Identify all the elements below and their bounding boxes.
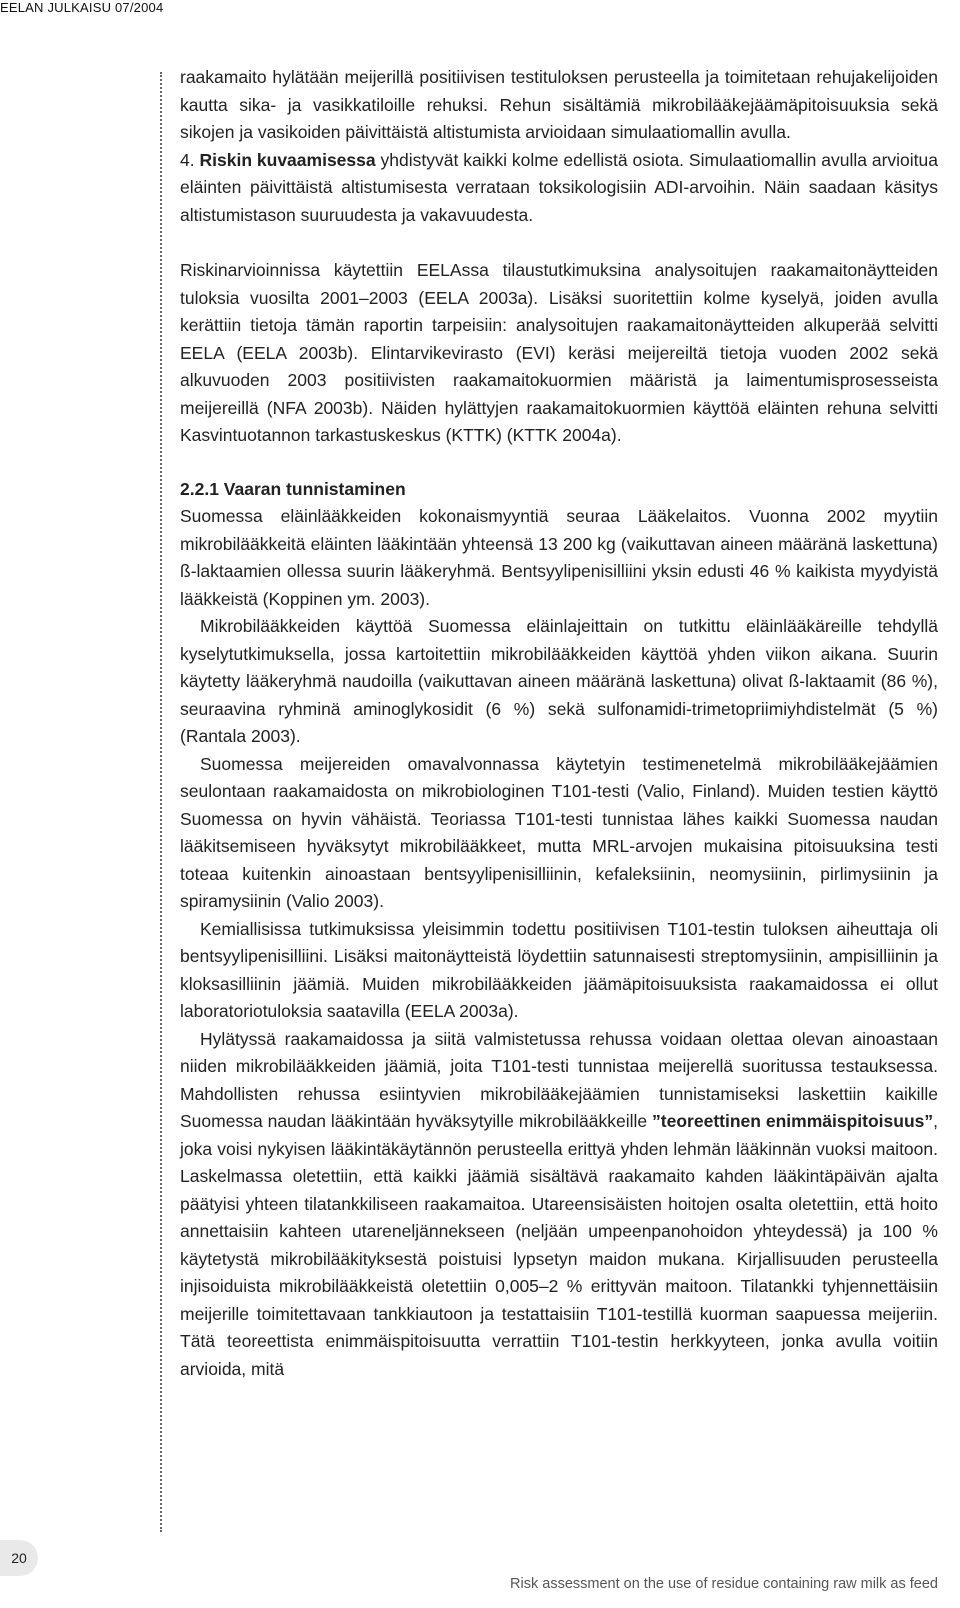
list-item-bold-term: Riskin kuvaamisessa bbox=[199, 149, 376, 170]
paragraph-methods: Riskinarvioinnissa käytettiin EELAssa tilaustutkimuksina analysoitujen raakamaitonäytteiden tuloksia vuosilta 2001–2003 (EELA 2003a). Lisäksi suoritettiin kolme kyselyä, joiden avulla kerättiin tietoja tämän raportin tarpeisiin: analysoitujen raakamaitonäytteiden alkuperää selvitti EELA (EELA 2003b). Elintarvikevirasto (EVI) keräsi meijereiltä tietoja vuoden 2002 sekä alkuvuoden 2003 positiivisten raakamaitokuormien määristä ja laimentumisprosesseista meijereillä (NFA 2003b). Näiden hylättyjen raakamaitokuormien käyttöä eläinten rehuna selvitti Kasvintuotannon tarkastuskeskus (KTTK) (KTTK 2004a). bbox=[180, 260, 938, 445]
list-item-text: yhdistyvät kaikki kolme edellistä osiota. Simulaatiomallin avulla arvioitua eläinten päivittäistä altistumisesta verrataan toksikologisiin ADI-arvoihin. Näin saadaan käsitys altistumistason suuruudesta ja vakavuudesta. bbox=[180, 149, 938, 225]
body-text bbox=[180, 64, 938, 1383]
list-number: 4. bbox=[180, 149, 195, 170]
page-number: 20 bbox=[0, 1540, 38, 1576]
margin-dotted-line bbox=[160, 72, 162, 1532]
paragraph-sales: Suomessa eläinlääkkeiden kokonaismyyntiä seuraa Lääkelaitos. Vuonna 2002 myytiin mikrobilääkkeitä eläinten lääkintään yhteensä 13 200 kg (vaikuttavan aineen määränä laskettuna) ß-laktaamien ollessa suurin lääkeryhmä. Bentsyylipenisilliini yksin edusti 46 % kaikista myydyistä lääkkeistä (Koppinen ym. 2003). bbox=[180, 506, 938, 609]
paragraph-intro: raakamaito hylätään meijerillä positiivisen testituloksen perusteella ja toimitetaan rehujakelijoiden kautta sika- ja vasikkatiloille rehuksi. Rehun sisältämiä mikrobilääkejäämäpitoisuuksia sekä sikojen ja vasikoiden päivittäistä altistumista arvioidaan simulaatiomallin avulla. bbox=[180, 67, 938, 142]
paragraph-theoretical bbox=[180, 1026, 938, 1384]
section-heading: 2.2.1 Vaaran tunnistaminen bbox=[180, 478, 406, 499]
footer-title: Risk assessment on the use of residue containing raw milk as feed bbox=[510, 1576, 938, 1592]
paragraph-testing: Suomessa meijereiden omavalvonnassa käytetyin testimenetelmä mikrobilääkejäämien seulontaan raakamaidosta on mikrobiologinen T101-testi (Valio, Finland). Muiden testien käyttö Suomessa on hyvin vähäistä. Teoriassa T101-testi tunnistaa lähes kaikki Suomessa naudan lääkitsemiseen hyväksytyt mikrobilääkkeet, mutta MRL-arvojen mukaisina pitoisuuksina testi toteaa kuitenkin ainoastaan bentsyylipenisilliinin, kefaleksiinin, neomysiinin, pirlimysiinin ja spiramysiinin (Valio 2003). bbox=[180, 753, 938, 911]
paragraph-chemical: Kemiallisissa tutkimuksissa yleisimmin todettu positiivisen T101-testin tuloksen aiheuttaja oli bentsyylipenisilliini. Lisäksi maitonäytteistä löydettiin satunnaisesti streptomysiinin, ampisilliinin ja kloksasilliinin jäämiä. Muiden mikrobilääkkeiden jäämäpitoisuuksista raakamaidossa ei ollut laboratoriotuloksia saatavilla (EELA 2003a). bbox=[180, 918, 938, 1021]
list-item-4 bbox=[180, 147, 938, 230]
paragraph-theoretical-start: Hylätyssä raakamaidossa ja siitä valmistetussa rehussa voidaan olettaa olevan ainoastaan niiden mikrobilääkkeiden jäämiä, joita T101-testi tunnistaa meijerellä suoritussa testauksessa. Mahdollisten rehussa esiintyvien mikrobilääkejäämien tunnistamiseksi laskettiin kaikille Suomessa naudan lääkintään hyväksytyille mikrobilääkkeille bbox=[180, 1028, 938, 1131]
paragraph-theoretical-end: , joka voisi nykyisen lääkintäkäytännön perusteella erittyä yhden lehmän lääkinnän vuoksi maitoon. Laskelmassa oletettiin, että kaikki jäämiä sisältävä raakamaito kahden lääkintäpäivän ajalta päätyisi yhteen tilatankkiliseen raakamaitoa. Utareensisäisten hoitojen osalta oletettiin, että hoito annettaisiin kahteen utareneljännekseen (neljään umpeenpanohoidon yhteydessä) ja 100 % käytetystä mikrobilääkityksestä poistuisi lypsetyn maidon mukana. Kirjallisuuden perusteella injisoiduista mikrobilääkkeistä oletettiin 0,005–2 % erittyvän maitoon. Tilatankki tyhjennettäisiin meijerille toimitettavaan tankkiautoon ja testattaisiin T101-testillä kuorman saapuessa meijeriin. Tätä teoreettista enimmäispitoisuutta verrattiin T101-testin herkkyyteen, jonka avulla voitiin arvioida, mitä bbox=[180, 1111, 938, 1379]
bold-term: ”teoreettinen enimmäispitoisuus” bbox=[652, 1111, 934, 1131]
publication-header: EELAN JULKAISU 07/2004 bbox=[0, 0, 164, 15]
paragraph-usage: Mikrobilääkkeiden käyttöä Suomessa eläinlajeittain on tutkittu eläinlääkäreille tehdyllä kyselytutkimuksella, jossa kartoitettiin mikrobilääkkeiden käyttöä yhden viikon aikana. Suurin käytetty lääkeryhmä naudoilla (vaikuttavan aineen määränä laskettuna) olivat ß-laktaamit (86 %), seuraavina ryhminä aminoglykosidit (6 %) sekä sulfonamidi-trimetopriimiyhdistelmät (5 %) (Rantala 2003). bbox=[180, 616, 938, 746]
